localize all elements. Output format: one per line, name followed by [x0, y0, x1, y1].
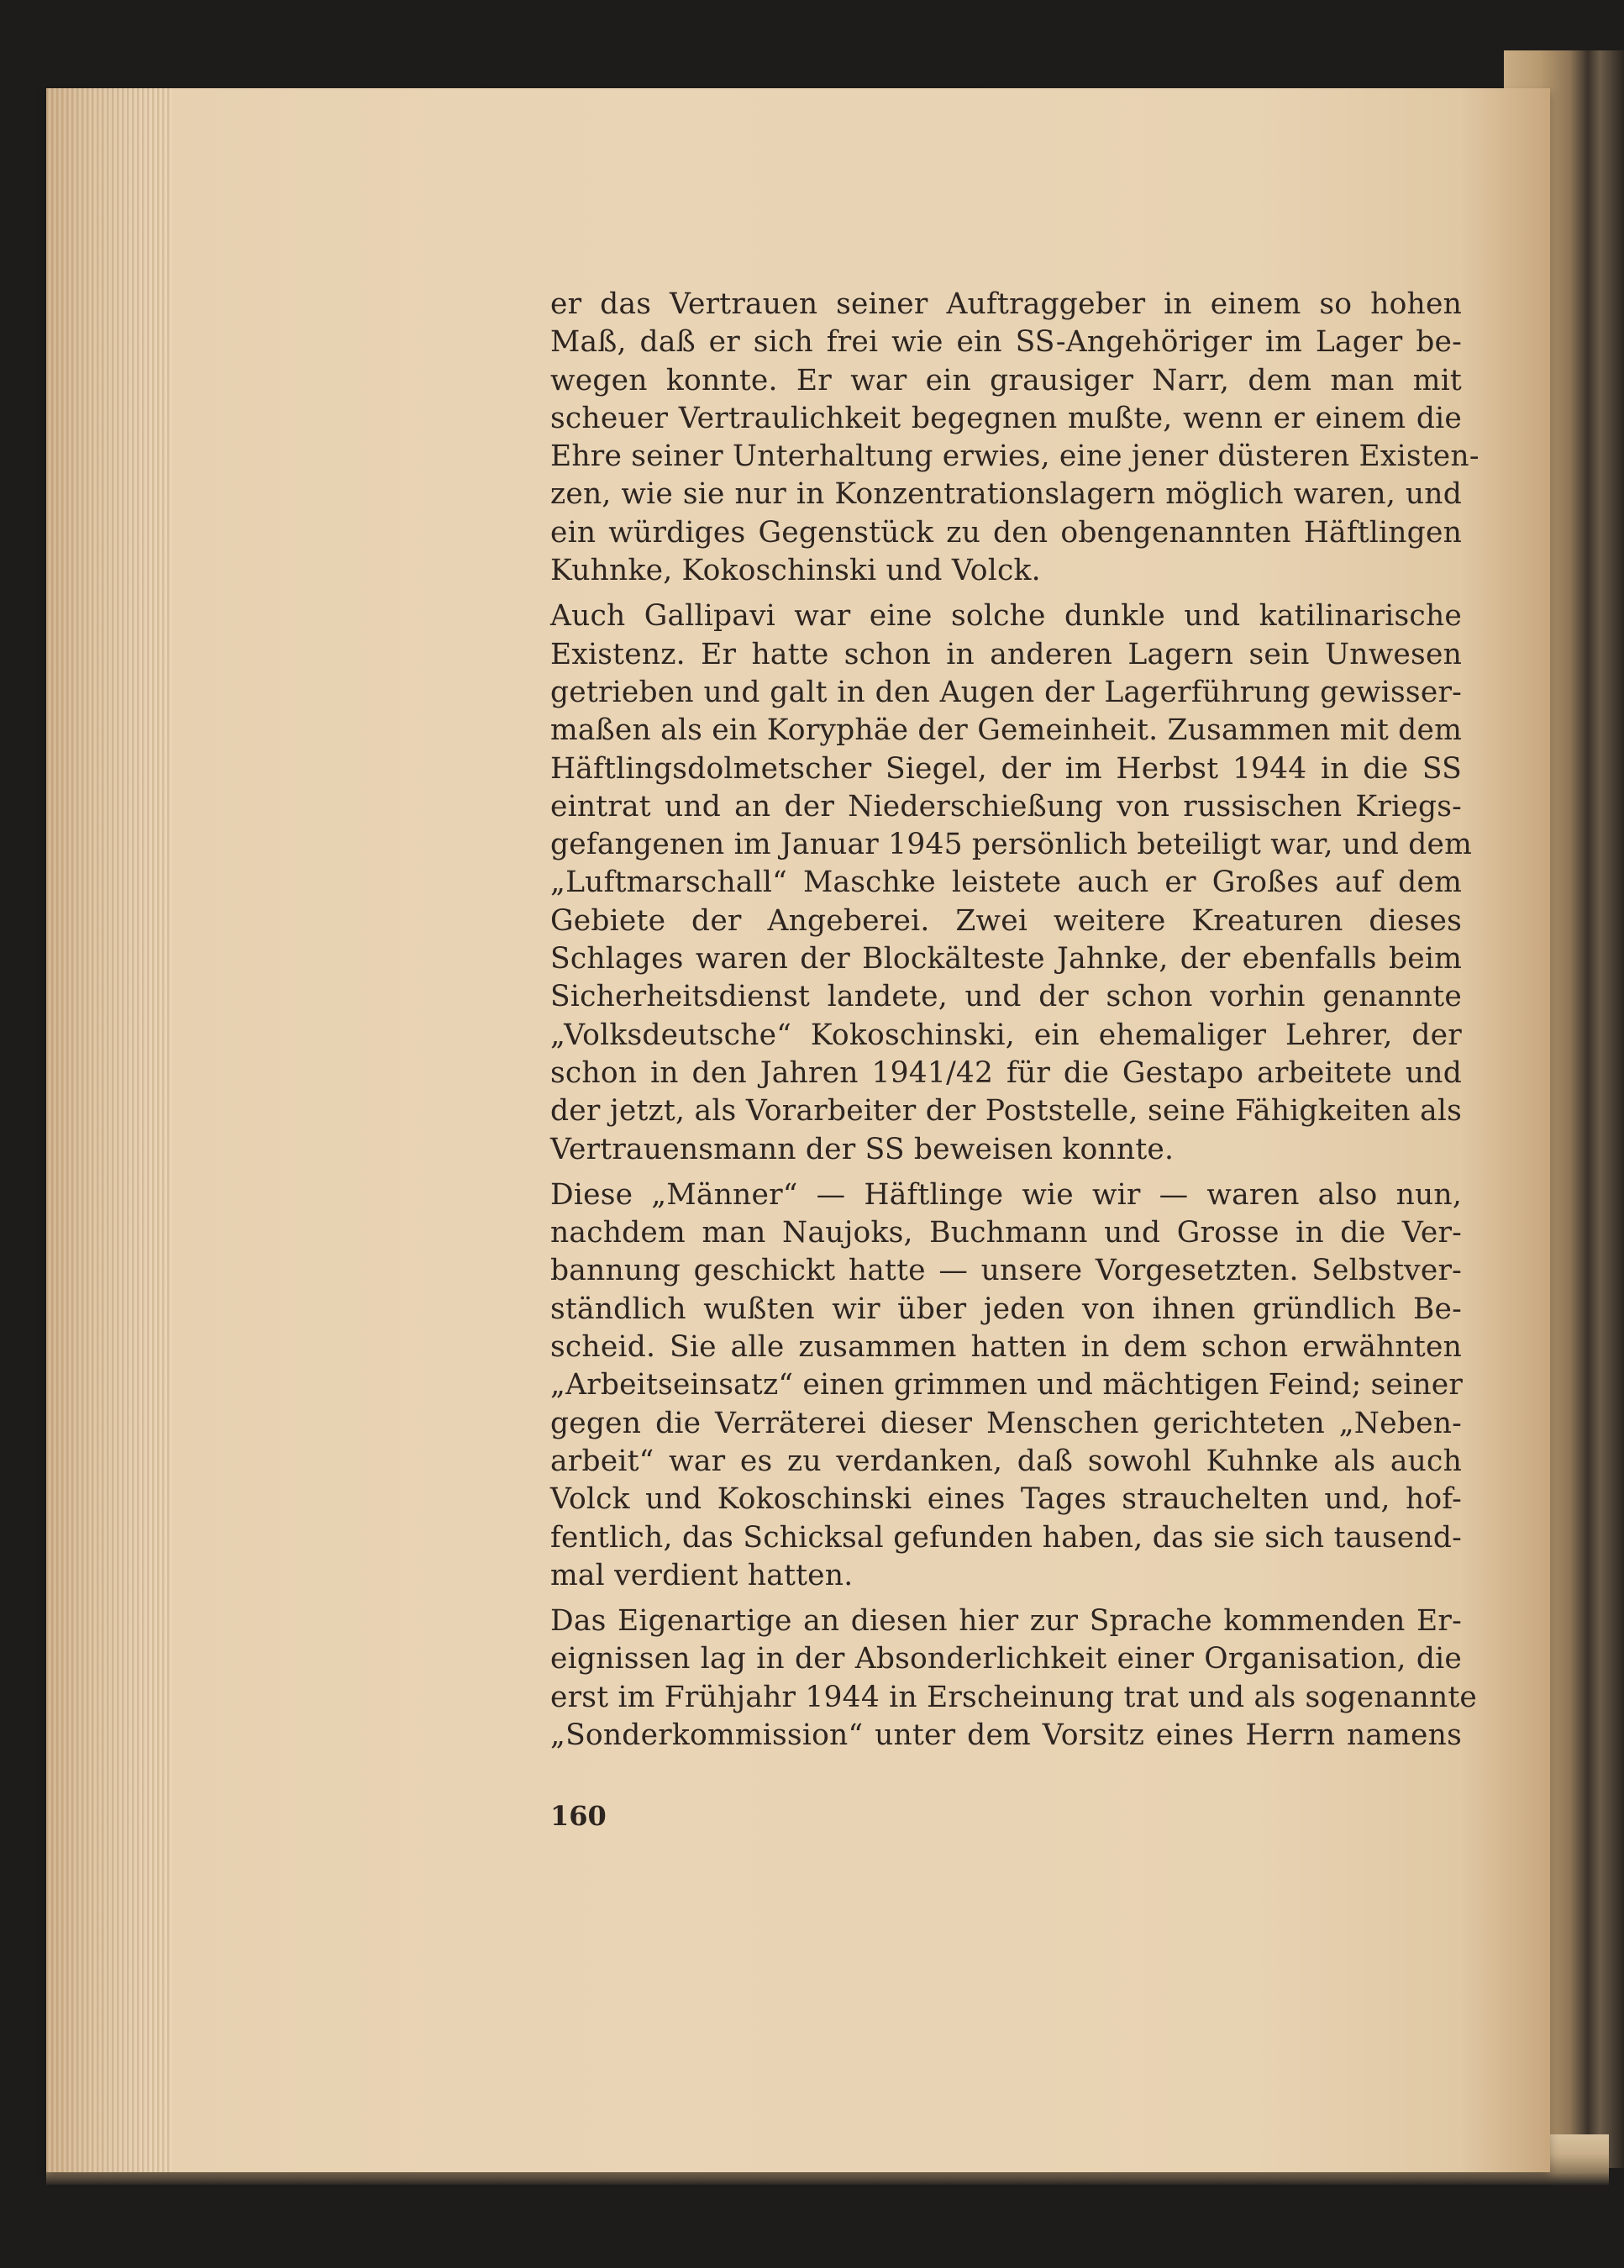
paragraph — [550, 597, 1473, 1168]
paragraph — [550, 1176, 1462, 1595]
text-line: der jetzt, als Vorarbeiter der Poststelle, seine Fähigkeiten als — [550, 1094, 1462, 1129]
text-line: ständlich wußten wir über jeden von ihnen gründlich Be- — [550, 1292, 1462, 1326]
text-line: scheuer Vertraulichkeit begegnen mußte, wenn er einem die — [550, 401, 1462, 435]
text-line: „Sonderkommission“ unter dem Vorsitz eines Herrn namens — [550, 1718, 1462, 1752]
text-line: gegen die Verräterei dieser Menschen gerichteten „Neben- — [550, 1406, 1462, 1440]
text-line: Ehre seiner Unterhaltung erwies, eine jener düsteren Existen- — [550, 439, 1479, 474]
text-line: „Arbeitseinsatz“ einen grimmen und mächtigen Feind; seiner — [550, 1368, 1464, 1402]
text-line: mal verdient hatten. — [550, 1558, 854, 1592]
text-line: nachdem man Naujoks, Buchmann und Grosse in die Ver- — [550, 1216, 1462, 1250]
text-line: schon in den Jahren 1941/42 für die Gestapo arbeitete und — [550, 1055, 1462, 1090]
text-line: Volck und Kokoschinski eines Tages strauchelten und, hof- — [550, 1482, 1462, 1517]
text-line: Auch Gallipavi war eine solche dunkle und katilinarische — [550, 599, 1462, 634]
text-line: erst im Frühjahr 1944 in Erscheinung trat und als sogenannte — [550, 1680, 1478, 1714]
text-line: fentlich, das Schicksal gefunden haben, das sie sich tausend- — [550, 1520, 1462, 1555]
page-number: 160 — [550, 1800, 607, 1832]
text-line: Häftlingsdolmetscher Siegel, der im Herbst 1944 in die SS — [550, 751, 1462, 786]
text-line: Das Eigenartige an diesen hier zur Sprache kommenden Er- — [550, 1604, 1462, 1639]
text-line: Kuhnke, Kokoschinski und Volck. — [550, 554, 1041, 588]
text-line: eignissen lag in der Absonderlichkeit einer Organisation, die — [550, 1642, 1462, 1676]
text-line: Diese „Männer“ — Häftlinge wie wir — waren also nun, — [550, 1177, 1462, 1212]
page-gutter — [46, 88, 172, 2172]
text-line: er das Vertrauen seiner Auftraggeber in einem so hohen — [550, 287, 1462, 321]
text-line: Vertrauensmann der SS beweisen konnte. — [550, 1132, 1175, 1166]
text-line: Maß, daß er sich frei wie ein SS-Angehöriger im Lager be- — [550, 325, 1462, 360]
text-line: zen, wie sie nur in Konzentrationslagern möglich waren, und — [550, 477, 1462, 512]
text-line: getrieben und galt in den Augen der Lagerführung gewisser- — [550, 675, 1462, 709]
text-line: eintrat und an der Niederschießung von russischen Kriegs- — [550, 789, 1462, 824]
text-line: wegen konnte. Er war ein grausiger Narr, dem man mit — [550, 363, 1462, 397]
text-line: bannung geschickt hatte — unsere Vorgesetzten. Selbstver- — [550, 1254, 1462, 1288]
text-line: arbeit“ war es zu verdanken, daß sowohl Kuhnke als auch — [550, 1444, 1462, 1478]
text-line: gefangenen im Januar 1945 persönlich beteiligt war, und dem — [550, 828, 1473, 862]
text-line: „Luftmarschall“ Maschke leistete auch er Großes auf dem — [550, 866, 1462, 900]
paragraph — [550, 1602, 1478, 1755]
text-line: ein würdiges Gegenstück zu den obengenannten Häftlingen — [550, 515, 1462, 550]
text-line: scheid. Sie alle zusammen hatten in dem schon erwähnten — [550, 1330, 1462, 1365]
text-line: „Volksdeutsche“ Kokoschinski, ein ehemaliger Lehrer, der — [550, 1018, 1462, 1052]
text-line: Sicherheitsdienst landete, und der schon vorhin genannte — [550, 980, 1462, 1014]
body-text — [550, 286, 1479, 1762]
text-line: maßen als ein Koryphäe der Gemeinheit. Zusammen mit dem — [550, 713, 1462, 748]
text-line: Schlages waren der Blockälteste Jahnke, der ebenfalls beim — [550, 942, 1462, 976]
paragraph — [550, 286, 1479, 590]
text-line: Gebiete der Angeberei. Zwei weitere Kreaturen dieses — [550, 903, 1462, 938]
text-line: Existenz. Er hatte schon in anderen Lagern sein Unwesen — [550, 637, 1462, 671]
